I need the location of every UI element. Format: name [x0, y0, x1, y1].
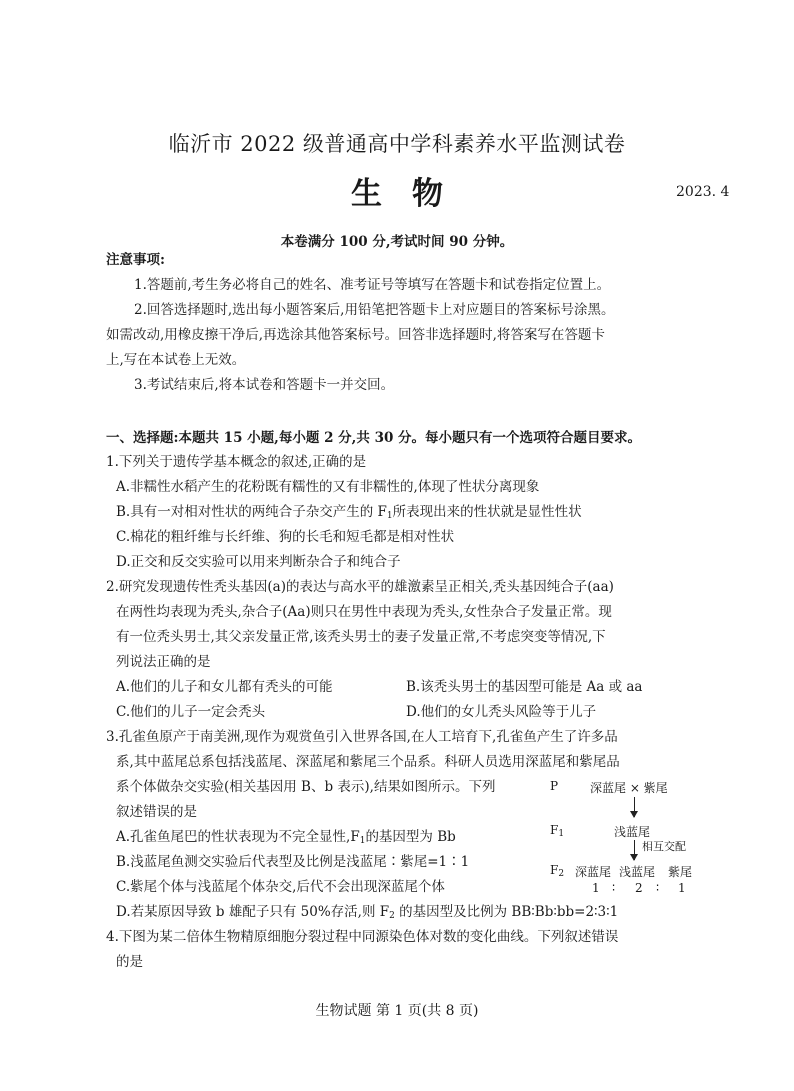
score-note: 本卷满分 100 分,考试时间 90 分钟。: [280, 234, 514, 250]
notice-item-3: 3.考试结束后,将本试卷和答题卡一并交回。: [134, 377, 395, 393]
diagram-f2-label: $F_2$: [550, 863, 565, 879]
question-1-option-a: A.非糯性水稻产生的花粉既有糯性的又有非糯性的,体现了性状分离现象: [116, 479, 540, 495]
section-1-heading: 一、选择题:本题共 15 小题,每小题 2 分,共 30 分。每小题只有一个选项符合题目要求。: [106, 430, 642, 446]
diagram-f1-note: 相互交配: [642, 840, 686, 853]
question-1-stem: 1.下列关于遗传学基本概念的叙述,正确的是: [106, 454, 367, 470]
question-3-line-2: 系,其中蓝尾总系包括浅蓝尾、深蓝尾和紫尾三个品系。科研人员选用深蓝尾和紫尾品: [116, 754, 620, 770]
question-3-line-3: 系个体做杂交实验(相关基因用 B、b 表示),结果如图所示。下列: [116, 779, 496, 795]
diagram-p-cross: 深蓝尾 × 紫尾: [590, 781, 668, 795]
question-2-option-a: A.他们的儿子和女儿都有秃头的可能: [116, 679, 333, 695]
question-2-line-3: 有一位秃头男士,其父亲发量正常,该秃头男士的妻子发量正常,不考虑突变等情况,下: [116, 629, 606, 645]
notice-item-2-line-3: 上,写在本试卷上无效。: [106, 352, 246, 368]
diagram-ratio-colon-1: ∶: [612, 881, 616, 895]
question-2-option-d: D.他们的女儿秃头风险等于儿子: [406, 704, 597, 720]
notice-item-2-line-1: 2.回答选择题时,选出每小题答案后,用铅笔把答题卡上对应题目的答案标号涂黑。: [134, 302, 615, 318]
question-2-line-4: 列说法正确的是: [116, 654, 211, 670]
question-4-line-2: 的是: [116, 954, 143, 970]
diagram-f1-label: $F_1$: [550, 823, 565, 839]
question-2-option-c: C.他们的儿子一定会秃头: [116, 704, 266, 720]
notice-item-2-line-2: 如需改动,用橡皮擦干净后,再选涂其他答案标号。回答非选择题时,将答案写在答题卡: [106, 327, 605, 343]
subject-title: 生物: [351, 176, 473, 212]
diagram-arrow-2: [634, 840, 635, 860]
question-4-line-1: 4.下图为某二倍体生物精原细胞分裂过程中同源染色体对数的变化曲线。下列叙述错误: [106, 929, 619, 945]
notice-item-1: 1.答题前,考生务必将自己的姓名、准考证号等填写在答题卡和试卷指定位置上。: [134, 277, 611, 293]
page-footer: 生物试题 第 1 页(共 8 页): [315, 1003, 479, 1019]
question-3-option-d: D.若某原因导致 b 雄配子只有 50%存活,则 $F_2$ 的基因型及比例为 BB∶Bb∶bb=2∶3∶1: [116, 904, 619, 921]
question-3-line-1: 3.孔雀鱼原产于南美洲,现作为观赏鱼引入世界各国,在人工培育下,孔雀鱼产生了许多品: [106, 729, 618, 745]
diagram-p-label: P: [550, 779, 559, 793]
exam-date: 2023. 4: [676, 184, 730, 200]
question-3-line-4: 叙述错误的是: [116, 804, 197, 820]
diagram-f2-col-1: 深蓝尾: [575, 865, 612, 879]
diagram-ratio-2: 2: [635, 881, 643, 895]
question-1-option-c: C.棉花的粗纤维与长纤维、狗的长毛和短毛都是相对性状: [116, 529, 455, 545]
diagram-ratio-1: 1: [592, 881, 600, 895]
diagram-ratio-3: 1: [678, 881, 686, 895]
question-3-option-b: B.浅蓝尾鱼测交实验后代表型及比例是浅蓝尾∶紫尾=1∶1: [116, 854, 470, 870]
question-1-option-d: D.正交和反交实验可以用来判断杂合子和纯合子: [116, 554, 401, 570]
question-2-line-2: 在两性均表现为秃头,杂合子(Aa)则只在男性中表现为秃头,女性杂合子发量正常。现: [116, 604, 612, 620]
diagram-f2-col-3: 紫尾: [668, 865, 693, 879]
question-2-option-b: B.该秃头男士的基因型可能是 Aa 或 aa: [406, 679, 643, 695]
diagram-f2-col-2: 浅蓝尾: [619, 865, 656, 879]
diagram-arrow-1: [634, 797, 635, 817]
notice-heading: 注意事项:: [106, 252, 165, 268]
question-3-option-c: C.紫尾个体与浅蓝尾个体杂交,后代不会出现深蓝尾个体: [116, 879, 445, 895]
exam-title: 临沂市 2022 级普通高中学科素养水平监测试卷: [168, 132, 626, 156]
question-2-line-1: 2.研究发现遗传性秃头基因(a)的表达与高水平的雄激素呈正相关,秃头基因纯合子(aa): [106, 579, 614, 595]
question-1-option-b: B.具有一对相对性状的两纯合子杂交产生的 $F_1$所表现出来的性状就是显性性状: [116, 504, 582, 521]
question-3-option-a: A.孔雀鱼尾巴的性状表现为不完全显性$,F_1$的基因型为 Bb: [116, 829, 456, 846]
diagram-f1-value: 浅蓝尾: [614, 825, 651, 839]
diagram-ratio-colon-2: ∶: [656, 881, 660, 895]
